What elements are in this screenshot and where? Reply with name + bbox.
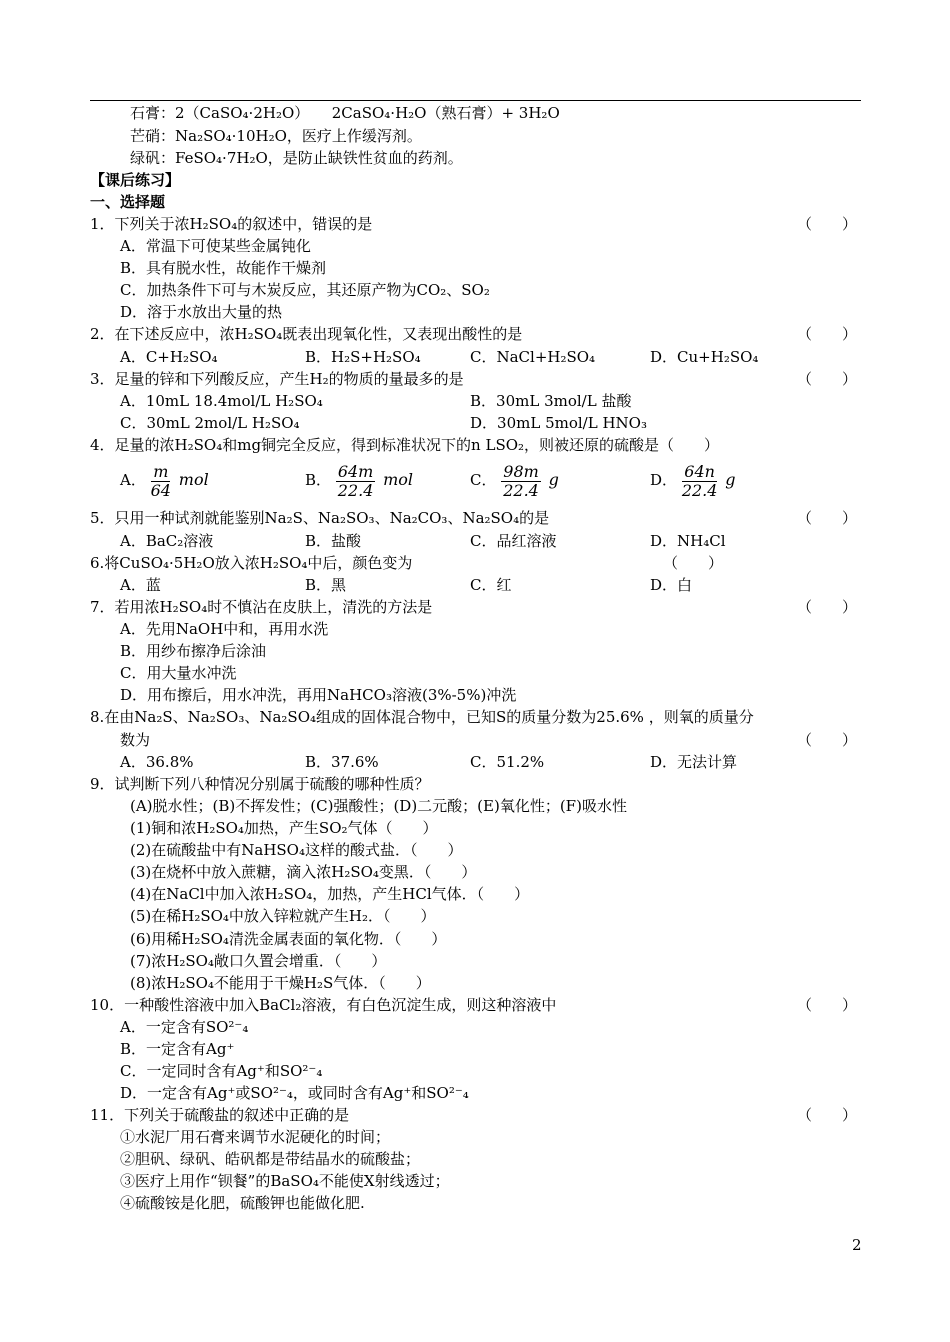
q9-choices: (A)脱水性；(B)不挥发性；(C)强酸性；(D)二元酸；(E)氧化性；(F)吸水性 xyxy=(130,797,627,815)
q6-option-d: D．白 xyxy=(650,576,693,594)
q8-stem: 8.在由Na₂S、Na₂SO₃、Na₂SO₄组成的固体混合物中，已知S的质量分数为25.6% ，则氧的质量分 xyxy=(90,708,754,726)
q2-option-b: B．H₂S+H₂SO₄ xyxy=(305,348,421,366)
q3-option-b: B．30mL 3mol/L 盐酸 xyxy=(470,392,632,410)
q4-option-b: B． $\frac{64m}{22.4}$ mol xyxy=(305,461,414,500)
q8-stem-continued: 数为 xyxy=(120,731,151,749)
q11-item-1: ①水泥厂用石膏来调节水泥硬化的时间； xyxy=(120,1128,391,1146)
q1-option-b: B．具有脱水性，故能作干燥剂 xyxy=(120,259,327,277)
q9-item-5: (5)在稀H₂SO₄中放入锌粒就产生H₂．（ ） xyxy=(130,907,436,925)
q10-option-c: C．一定同时含有Ag⁺和SO²⁻₄ xyxy=(120,1062,323,1080)
q11-item-4: ④硫酸铵是化肥，硫酸钾也能做化肥. xyxy=(120,1194,365,1212)
q3-stem: 3．足量的锌和下列酸反应，产生H₂的物质的量最多的是 xyxy=(90,370,464,388)
q2-options xyxy=(120,347,770,367)
q8-answer-paren: （ ） xyxy=(797,731,858,749)
q7-option-d: D．用布擦后，用水冲洗，再用NaHCO₃溶液(3%-5%)冲洗 xyxy=(120,686,517,704)
q11-item-2: ②胆矾、绿矾、皓矾都是带结晶水的硫酸盐； xyxy=(120,1150,421,1168)
q10-option-b: B．一定含有Ag⁺ xyxy=(120,1040,235,1058)
q5-stem: 5．只用一种试剂就能鉴别Na₂S、Na₂SO₃、Na₂CO₃、Na₂SO₄的是 xyxy=(90,509,550,527)
section-title: 【课后练习】 xyxy=(90,171,181,189)
subsection-title: 一、选择题 xyxy=(90,193,166,211)
header-rule xyxy=(90,100,861,101)
q3-option-c: C．30mL 2mol/L H₂SO₄ xyxy=(120,414,300,432)
q11-stem: 11．下列关于硫酸盐的叙述中正确的是 xyxy=(90,1106,350,1124)
q11-item-3: ③医疗上用作“钡餐”的BaSO₄不能使X射线透过； xyxy=(120,1172,450,1190)
header-line-mirabilite: 芒硝：Na₂SO₄·10H₂O，医疗上作缓泻剂。 xyxy=(130,127,422,145)
q3-option-a: A．10mL 18.4mol/L H₂SO₄ xyxy=(120,392,323,410)
q6-option-c: C．红 xyxy=(470,576,512,594)
q2-stem: 2．在下述反应中，浓H₂SO₄既表出现氧化性，又表现出酸性的是 xyxy=(90,325,523,343)
q1-stem: 1．下列关于浓H₂SO₄的叙述中，错误的是 xyxy=(90,215,373,233)
q10-option-a: A．一定含有SO²⁻₄ xyxy=(120,1018,249,1036)
q6-options xyxy=(120,575,770,595)
q4-option-d: D． $\frac{64n}{22.4}$ g xyxy=(650,461,736,500)
q9-item-6: (6)用稀H₂SO₄清洗金属表面的氧化物．（ ） xyxy=(130,930,447,948)
q10-answer-paren: （ ） xyxy=(797,996,858,1014)
fraction: $\frac{64m}{22.4}$ xyxy=(337,461,374,500)
q8-option-b: B．37.6% xyxy=(305,753,379,771)
q9-item-8: (8)浓H₂SO₄不能用于干燥H₂S气体．（ ） xyxy=(130,974,431,992)
fraction: $\frac{m}{64}$ xyxy=(150,461,171,500)
q8-option-c: C．51.2% xyxy=(470,753,545,771)
q2-option-a: A．C+H₂SO₄ xyxy=(120,348,218,366)
q4-option-a: A． $\frac{m}{64}$ mol xyxy=(120,461,209,500)
q6-stem: 6.将CuSO₄·5H₂O放入浓H₂SO₄中后，颜色变为 xyxy=(90,554,413,572)
q9-item-7: (7)浓H₂SO₄敞口久置会增重．（ ） xyxy=(130,952,387,970)
q9-item-2: (2)在硫酸盐中有NaHSO₄这样的酸式盐．（ ） xyxy=(130,841,463,859)
q8-option-a: A．36.8% xyxy=(120,753,194,771)
q6-option-b: B．黑 xyxy=(305,576,347,594)
q9-item-4: (4)在NaCl中加入浓H₂SO₄，加热，产生HCl气体．（ ） xyxy=(130,885,530,903)
q3-options-row1 xyxy=(120,391,770,411)
q7-option-b: B．用纱布擦净后涂油 xyxy=(120,642,267,660)
q7-option-a: A．先用NaOH中和，再用水洗 xyxy=(120,620,329,638)
q2-option-d: D．Cu+H₂SO₄ xyxy=(650,348,759,366)
q1-answer-paren: （ ） xyxy=(797,215,858,233)
q1-option-d: D．溶于水放出大量的热 xyxy=(120,303,283,321)
q5-option-c: C．品红溶液 xyxy=(470,532,557,550)
header-line-green-vitriol: 绿矾：FeSO₄·7H₂O，是防止缺铁性贫血的药剂。 xyxy=(130,149,463,167)
q9-item-1: (1)铜和浓H₂SO₄加热，产生SO₂气体（ ） xyxy=(130,819,438,837)
q5-options xyxy=(120,531,770,551)
fraction: $\frac{98m}{22.4}$ xyxy=(503,461,539,500)
q7-stem: 7．若用浓H₂SO₄时不慎沾在皮肤上，清洗的方法是 xyxy=(90,598,433,616)
q3-answer-paren: （ ） xyxy=(797,370,858,388)
q10-option-d: D．一定含有Ag⁺或SO²⁻₄，或同时含有Ag⁺和SO²⁻₄ xyxy=(120,1084,469,1102)
q5-answer-paren: （ ） xyxy=(797,509,858,527)
q7-answer-paren: （ ） xyxy=(797,598,858,616)
q3-option-d: D．30mL 5mol/L HNO₃ xyxy=(470,414,647,432)
q4-stem: 4．足量的浓H₂SO₄和mg铜完全反应，得到标准状况下的n LSO₂，则被还原的硫酸是（ ） xyxy=(90,436,720,454)
q11-answer-paren: （ ） xyxy=(797,1106,858,1124)
q4-options xyxy=(120,460,800,502)
page-number: 2 xyxy=(852,1236,862,1254)
q1-option-c: C．加热条件下可与木炭反应，其还原产物为CO₂、SO₂ xyxy=(120,281,490,299)
q10-stem: 10．一种酸性溶液中加入BaCl₂溶液，有白色沉淀生成，则这种溶液中 xyxy=(90,996,557,1014)
q4-option-c: C． $\frac{98m}{22.4}$ g xyxy=(470,461,559,500)
q2-answer-paren: （ ） xyxy=(797,325,858,343)
fraction: $\frac{64n}{22.4}$ xyxy=(681,461,718,500)
q1-option-a: A．常温下可使某些金属钝化 xyxy=(120,237,311,255)
q9-stem: 9．试判断下列八种情况分别属于硫酸的哪种性质？ xyxy=(90,775,430,793)
q8-options xyxy=(120,752,770,772)
q5-option-d: D．NH₄Cl xyxy=(650,532,726,550)
q6-answer-paren: （ ） xyxy=(663,554,724,572)
q5-option-b: B．盐酸 xyxy=(305,532,362,550)
q3-options-row2 xyxy=(120,413,770,433)
header-line-gypsum: 石膏：2（CaSO₄·2H₂O） 2CaSO₄·H₂O（熟石膏）+ 3H₂O xyxy=(130,104,560,122)
q7-option-c: C．用大量水冲洗 xyxy=(120,664,237,682)
q2-option-c: C．NaCl+H₂SO₄ xyxy=(470,348,596,366)
q8-option-d: D．无法计算 xyxy=(650,753,738,771)
q6-option-a: A．蓝 xyxy=(120,576,161,594)
q9-item-3: (3)在烧杯中放入蔗糖，滴入浓H₂SO₄变黑．（ ） xyxy=(130,863,477,881)
q5-option-a: A．BaC₂溶液 xyxy=(120,532,214,550)
